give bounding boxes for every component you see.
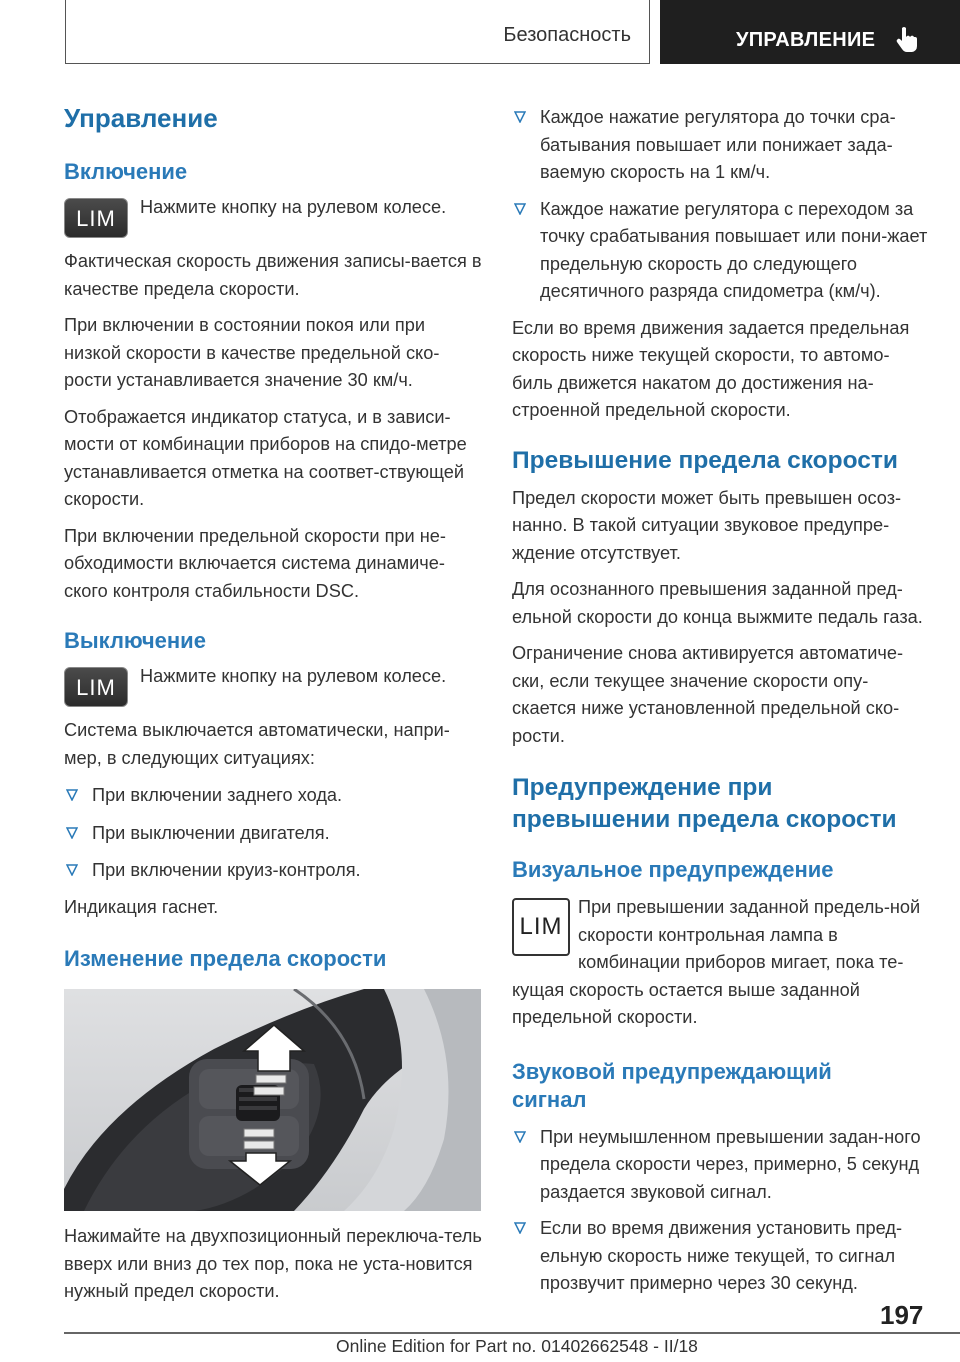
list-item bbox=[512, 196, 930, 306]
header-section-label: Безопасность bbox=[503, 24, 631, 46]
list-item bbox=[512, 1215, 930, 1298]
lim-on-row bbox=[64, 194, 482, 242]
list-item bbox=[64, 820, 482, 848]
list-item-text: Если во время движения установить пред-ельную скорость ниже текущей, то сигнал прозвучит примерно через 30 секунд. bbox=[540, 1218, 902, 1293]
lim-off-row bbox=[64, 663, 482, 711]
header-chapter-label: УПРАВЛЕНИЕ bbox=[736, 29, 876, 51]
list-item-text: При выключении двигателя. bbox=[92, 822, 330, 843]
lim-lamp-icon: LIM bbox=[512, 898, 570, 956]
list-item-text: Каждое нажатие регулятора с переходом за точку срабатывания повышает или пони-жает предельную скорость до следующего десятичного разряда спидометра (км/ч). bbox=[540, 198, 928, 301]
heading-warning-line1: Предупреждение при bbox=[512, 774, 773, 801]
triangle-bullet-icon bbox=[66, 864, 78, 876]
page-number: 197 bbox=[880, 1300, 924, 1330]
header-section-tab[interactable] bbox=[65, 0, 650, 64]
footer-divider bbox=[64, 1332, 960, 1334]
paragraph: Предел скорости может быть превышен осоз-нанно. В такой ситуации звуковое предупре-ждение отсутствует. bbox=[512, 487, 902, 563]
paragraph: При включении в состоянии покоя или при низкой скорости в качестве предельной ско-рости устанавливается значение 30 км/ч. bbox=[64, 315, 440, 390]
footer-edition: Online Edition for Part no. 01402662548 - II/18 bbox=[336, 1336, 698, 1356]
list-item bbox=[64, 857, 482, 885]
paragraph: Для осознанного превышения заданной пред-ельной скорости до конца выжмите педаль газа. bbox=[512, 579, 923, 627]
steering-wheel-switch-illustration bbox=[64, 989, 481, 1211]
list-item-text: При включении круиз-контроля. bbox=[92, 860, 361, 880]
triangle-bullet-icon bbox=[514, 203, 526, 215]
heading-sound-warning bbox=[512, 1058, 930, 1114]
heading-warning-line2: превышении предела скорости bbox=[512, 806, 897, 833]
heading-sound-line1: Звуковой предупреждающий bbox=[512, 1058, 832, 1084]
paragraph: При превышении заданной предель-ной скорости контрольная лампа в комбинации приборов мигает, пока те-кущая скорость остается выше заданной предельной скорости. bbox=[512, 897, 921, 1027]
list-item bbox=[64, 782, 482, 810]
section-title: Управление bbox=[64, 103, 218, 133]
list-item-text: При неумышленном превышении задан-ного предела скорости через, примерно, 5 секунд раздается звуковой сигнал. bbox=[540, 1126, 921, 1202]
lim-off-instruction: Нажмите кнопку на рулевом колесе. bbox=[140, 666, 447, 686]
steering-wheel-photo bbox=[64, 989, 481, 1211]
heading-warning bbox=[512, 772, 930, 836]
paragraph: Фактическая скорость движения записы-вается в качестве предела скорости. bbox=[64, 251, 482, 299]
paragraph: Система выключается автоматически, напри-мер, в следующих ситуациях: bbox=[64, 720, 450, 768]
heading-visual-warning: Визуальное предупреждение bbox=[512, 857, 834, 882]
lim-on-instruction: Нажмите кнопку на рулевом колесе. bbox=[140, 197, 447, 217]
list-item bbox=[512, 104, 930, 187]
paragraph: Ограничение снова активируется автоматиче-ски, если текущее значение скорости опу-скается ниже установленной предельной ско-рости. bbox=[512, 643, 904, 746]
heading-switch-on: Включение bbox=[64, 159, 188, 184]
heading-switch-off: Выключение bbox=[64, 628, 206, 653]
triangle-bullet-icon bbox=[514, 1131, 526, 1143]
list-item-text: Каждое нажатие регулятора до точки сра-батывания повышает или понижает зада-ваемую скорость на 1 км/ч. bbox=[540, 107, 896, 182]
triangle-bullet-icon bbox=[66, 789, 78, 801]
hand-pointer-icon bbox=[896, 26, 920, 54]
right-column bbox=[512, 104, 930, 1298]
list-item-text: При включении заднего хода. bbox=[92, 785, 343, 805]
paragraph: Отображается индикатор статуса, и в зависи-мости от комбинации приборов на спидо-метре устанавливается отметка на соответ-ствующей скорости. bbox=[64, 406, 467, 509]
lim-button-icon: LIM bbox=[64, 667, 128, 707]
photo-caption: Нажимайте на двухпозиционный переключа-тель вверх или вниз до тех пор, пока не уста-новится нужный предел скорости. bbox=[64, 1226, 482, 1301]
triangle-bullet-icon bbox=[514, 1222, 526, 1234]
list-item bbox=[512, 1124, 930, 1207]
visual-warning-block bbox=[512, 894, 930, 1032]
heading-change-limit: Изменение предела скорости bbox=[64, 946, 387, 971]
heading-sound-line2: сигнал bbox=[512, 1086, 587, 1112]
triangle-bullet-icon bbox=[66, 827, 78, 839]
paragraph: При включении предельной скорости при не-обходимости включается система динамиче-ского контроля стабильности DSC. bbox=[64, 525, 446, 601]
triangle-bullet-icon bbox=[514, 111, 526, 123]
lim-button-icon: LIM bbox=[64, 198, 128, 238]
header-chapter-tab[interactable] bbox=[660, 0, 960, 64]
heading-exceed-limit: Превышение предела скорости bbox=[512, 446, 898, 474]
paragraph: Индикация гаснет. bbox=[64, 896, 219, 917]
left-column bbox=[64, 100, 482, 1306]
paragraph: Если во время движения задается предельная скорость ниже текущей скорости, то автомо-биль движется накатом до достижения на-строенной предельной скорости. bbox=[512, 317, 910, 420]
